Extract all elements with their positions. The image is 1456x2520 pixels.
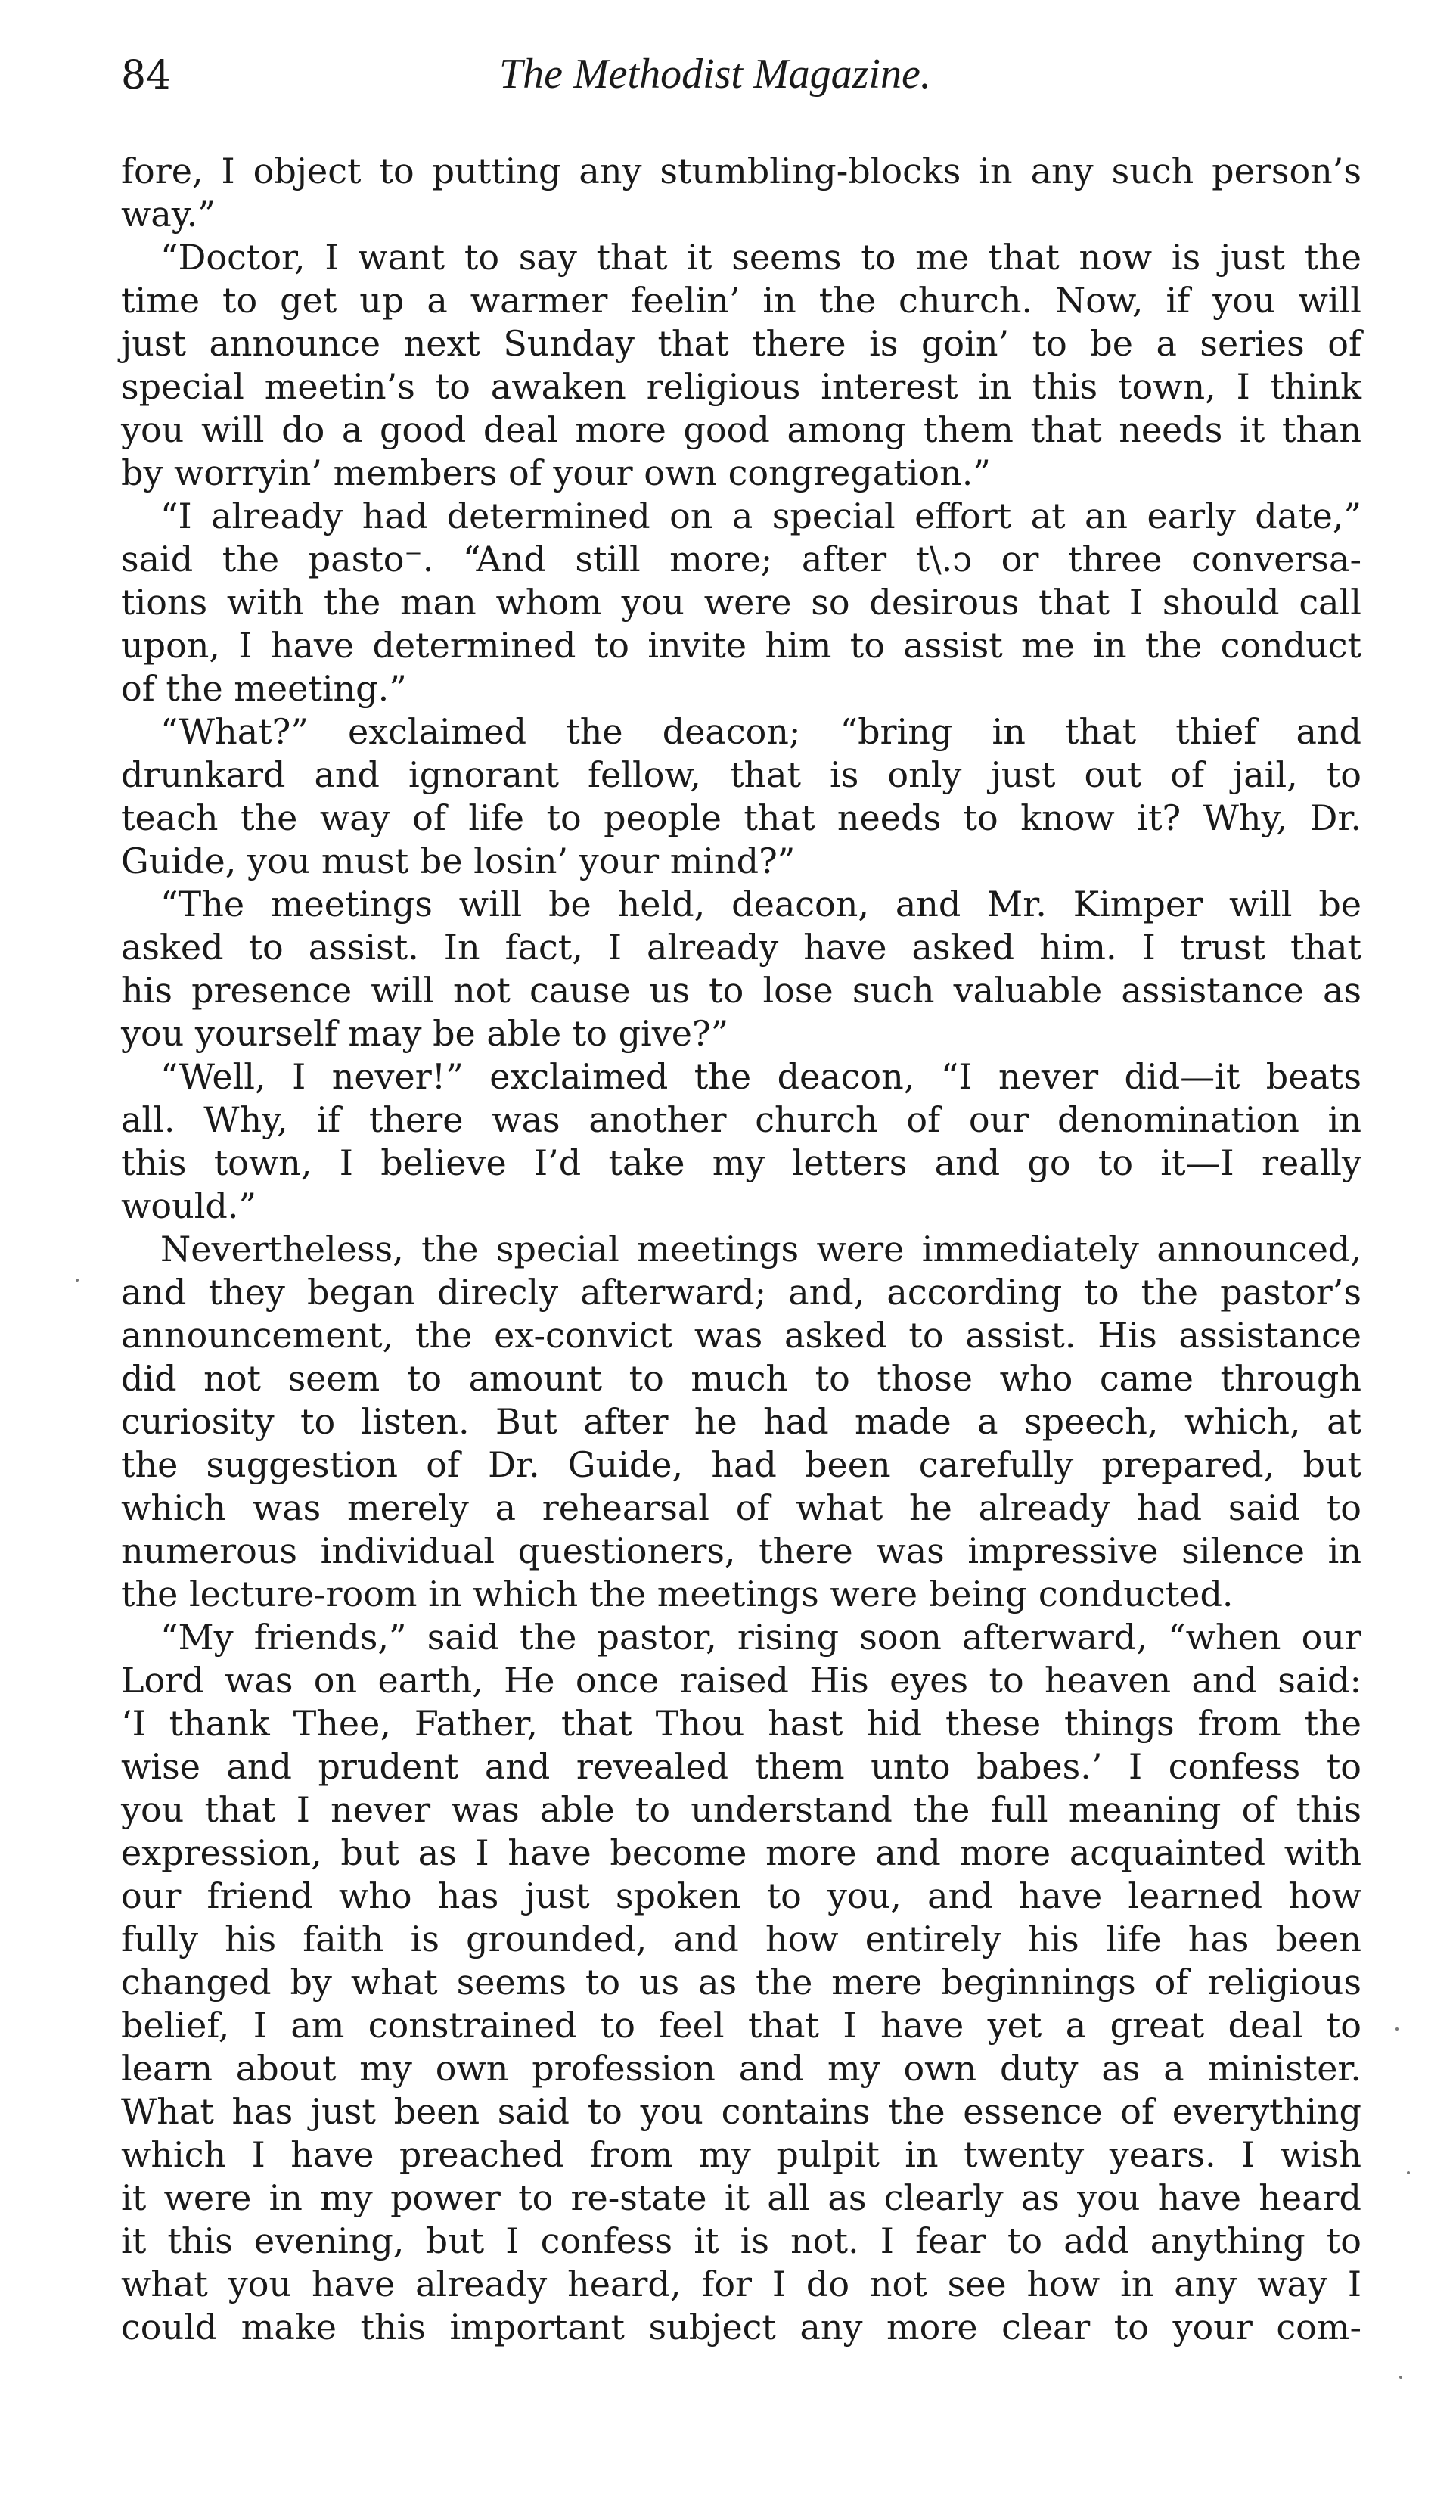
text-line: said the pasto⁻. “And still more; after t\.ↄ or three conversa- <box>121 539 1361 580</box>
text-line: would.” <box>121 1185 256 1226</box>
text-line: time to get up a warmer feelin’ in the church. Now, if you will <box>121 280 1361 321</box>
text-line: “Doctor, I want to say that it seems to me that now is just the <box>160 237 1361 278</box>
text-line: Nevertheless, the special meetings were immediately announced, <box>160 1229 1361 1269</box>
text-line: it this evening, but I confess it is not. I fear to add anything to <box>121 2220 1361 2261</box>
text-line: changed by what seems to us as the mere beginnings of religious <box>121 1962 1361 2003</box>
text-line: which I have preached from my pulpit in twenty years. I wish <box>121 2134 1361 2175</box>
text-line: “The meetings will be held, deacon, and Mr. Kimper will be <box>160 884 1361 924</box>
text-line: special meetin’s to awaken religious interest in this town, I think <box>121 366 1361 407</box>
text-line: just announce next Sunday that there is goin’ to be a series of <box>121 323 1361 364</box>
text-line: fore, I object to putting any stumbling-blocks in any such person’s <box>121 151 1361 191</box>
text-line: way.” <box>121 194 216 235</box>
text-line: the suggestion of Dr. Guide, had been carefully prepared, but <box>121 1444 1361 1485</box>
text-line: his presence will not cause us to lose such valuable assistance as <box>121 970 1361 1011</box>
text-line: learn about my own profession and my own duty as a minister. <box>121 2048 1361 2089</box>
text-line: and they began direcly afterward; and, according to the pastor’s <box>121 1272 1361 1313</box>
text-line: expression, but as I have become more and more acquainted with <box>121 1832 1361 1873</box>
text-line: teach the way of life to people that needs to know it? Why, Dr. <box>121 797 1361 838</box>
print-speck <box>1399 2376 1402 2379</box>
text-line: asked to assist. In fact, I already have asked him. I trust that <box>121 927 1361 968</box>
print-speck <box>76 1279 79 1282</box>
print-speck <box>1407 2171 1410 2174</box>
page <box>121 45 1361 2348</box>
text-line: it were in my power to re-state it all as clearly as you have heard <box>121 2177 1361 2218</box>
running-head <box>121 45 1361 121</box>
text-line: “I already had determined on a special effort at an early date,” <box>160 496 1361 536</box>
text-line: you will do a good deal more good among them that needs it than <box>121 409 1361 450</box>
text-line: curiosity to listen. But after he had made a speech, which, at <box>121 1401 1361 1442</box>
text-line: could make this important subject any more clear to your com- <box>121 2307 1361 2348</box>
text-line: belief, I am constrained to feel that I have yet a great deal to <box>121 2005 1361 2046</box>
text-line: Lord was on earth, He once raised His eyes to heaven and said: <box>121 1660 1361 1701</box>
text-line: of the meeting.” <box>121 668 407 709</box>
text-line: did not seem to amount to much to those who came through <box>121 1358 1361 1399</box>
text-line: tions with the man whom you were so desirous that I should call <box>121 582 1361 623</box>
text-line: numerous individual questioners, there was impressive silence in <box>121 1530 1361 1571</box>
text-line: you that I never was able to understand the full meaning of this <box>121 1789 1361 1830</box>
text-line: Guide, you must be losin’ your mind?” <box>121 841 796 881</box>
text-line: ‘I thank Thee, Father, that Thou hast hid these things from the <box>121 1703 1361 1744</box>
text-line: our friend who has just spoken to you, and have learned how <box>121 1875 1361 1916</box>
text-line: “Well, I never!” exclaimed the deacon, “I never did—it beats <box>160 1056 1361 1097</box>
text-line: this town, I believe I’d take my letters and go to it—I really <box>121 1142 1361 1183</box>
article-text <box>121 150 1361 2349</box>
text-line: announcement, the ex-convict was asked to assist. His assistance <box>121 1315 1361 1356</box>
text-line: upon, I have determined to invite him to assist me in the conduct <box>121 625 1361 666</box>
text-line: which was merely a rehearsal of what he already had said to <box>121 1487 1361 1528</box>
text-line: the lecture-room in which the meetings were being conducted. <box>121 1574 1234 1614</box>
text-line: fully his faith is grounded, and how entirely his life has been <box>121 1919 1361 1959</box>
text-line: drunkard and ignorant fellow, that is only just out of jail, to <box>121 754 1361 795</box>
text-line: “What?” exclaimed the deacon; “bring in that thief and <box>160 711 1361 752</box>
text-line: What has just been said to you contains the essence of everything <box>121 2091 1361 2132</box>
text-line: you yourself may be able to give?” <box>121 1013 729 1054</box>
text-line: all. Why, if there was another church of our denomination in <box>121 1099 1361 1140</box>
text-line: “My friends,” said the pastor, rising soon afterward, “when our <box>160 1617 1361 1658</box>
print-speck <box>1395 2027 1399 2031</box>
page-number: 84 <box>121 53 172 98</box>
text-line: what you have already heard, for I do not see how in any way I <box>121 2264 1361 2304</box>
text-line: by worryin’ members of your own congregation.” <box>121 452 991 493</box>
text-line: wise and prudent and revealed them unto babes.’ I confess to <box>121 1746 1361 1787</box>
magazine-title: The Methodist Magazine. <box>499 51 931 98</box>
